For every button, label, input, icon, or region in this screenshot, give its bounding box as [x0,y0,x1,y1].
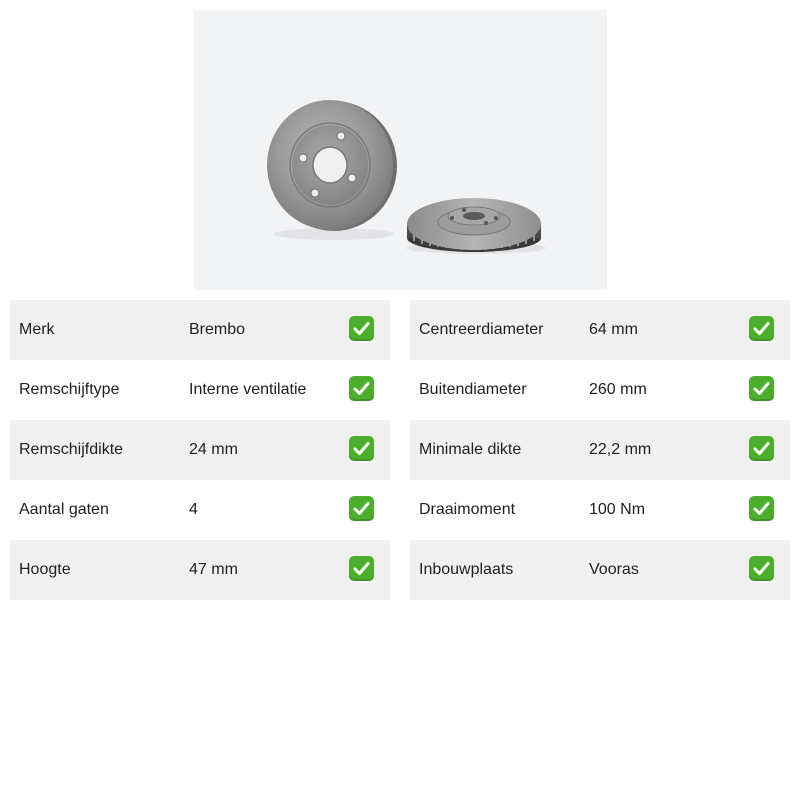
spec-value: Interne ventilatie [189,381,307,398]
check-mark-icon [349,436,374,461]
spec-value: 260 mm [589,381,647,398]
spec-row [410,420,790,480]
spec-row [410,540,790,600]
check-mark-icon [749,316,774,341]
spec-table-left [10,300,390,600]
product-image [194,10,607,290]
spec-label: Hoogte [19,561,71,578]
spec-value: 64 mm [589,321,638,338]
check-mark-icon [749,436,774,461]
spec-row [410,360,790,420]
check-mark-icon [349,556,374,581]
spec-value: 24 mm [189,441,238,458]
brake-disc-image [194,10,607,290]
spec-row [10,300,390,360]
spec-label: Draaimoment [419,501,516,518]
brake-disc-front [267,100,397,231]
spec-value: 47 mm [189,561,238,578]
spec-row [10,480,390,540]
spec-value: 22,2 mm [589,441,652,458]
check-mark-icon [749,556,774,581]
brake-disc-side [407,198,541,252]
spec-value: 4 [189,501,198,518]
spec-label: Merk [19,321,55,338]
spec-row [10,420,390,480]
check-mark-icon [749,376,774,401]
spec-label: Aantal gaten [19,501,109,518]
spec-row [410,300,790,360]
check-mark-icon [349,496,374,521]
spec-value: Vooras [589,561,639,578]
check-mark-icon [349,376,374,401]
spec-label: Remschijfdikte [19,441,124,458]
spec-value: 100 Nm [589,501,646,518]
spec-row [410,480,790,540]
check-mark-icon [349,316,374,341]
spec-label: Centreerdiameter [419,321,544,338]
spec-label: Buitendiameter [419,381,527,398]
spec-label: Inbouwplaats [419,561,514,578]
check-mark-icon [749,496,774,521]
spec-label: Remschijftype [19,381,120,398]
spec-table-right [410,300,790,600]
spec-row [10,360,390,420]
spec-row [10,540,390,600]
spec-label: Minimale dikte [419,441,522,458]
spec-value: Brembo [189,321,246,338]
